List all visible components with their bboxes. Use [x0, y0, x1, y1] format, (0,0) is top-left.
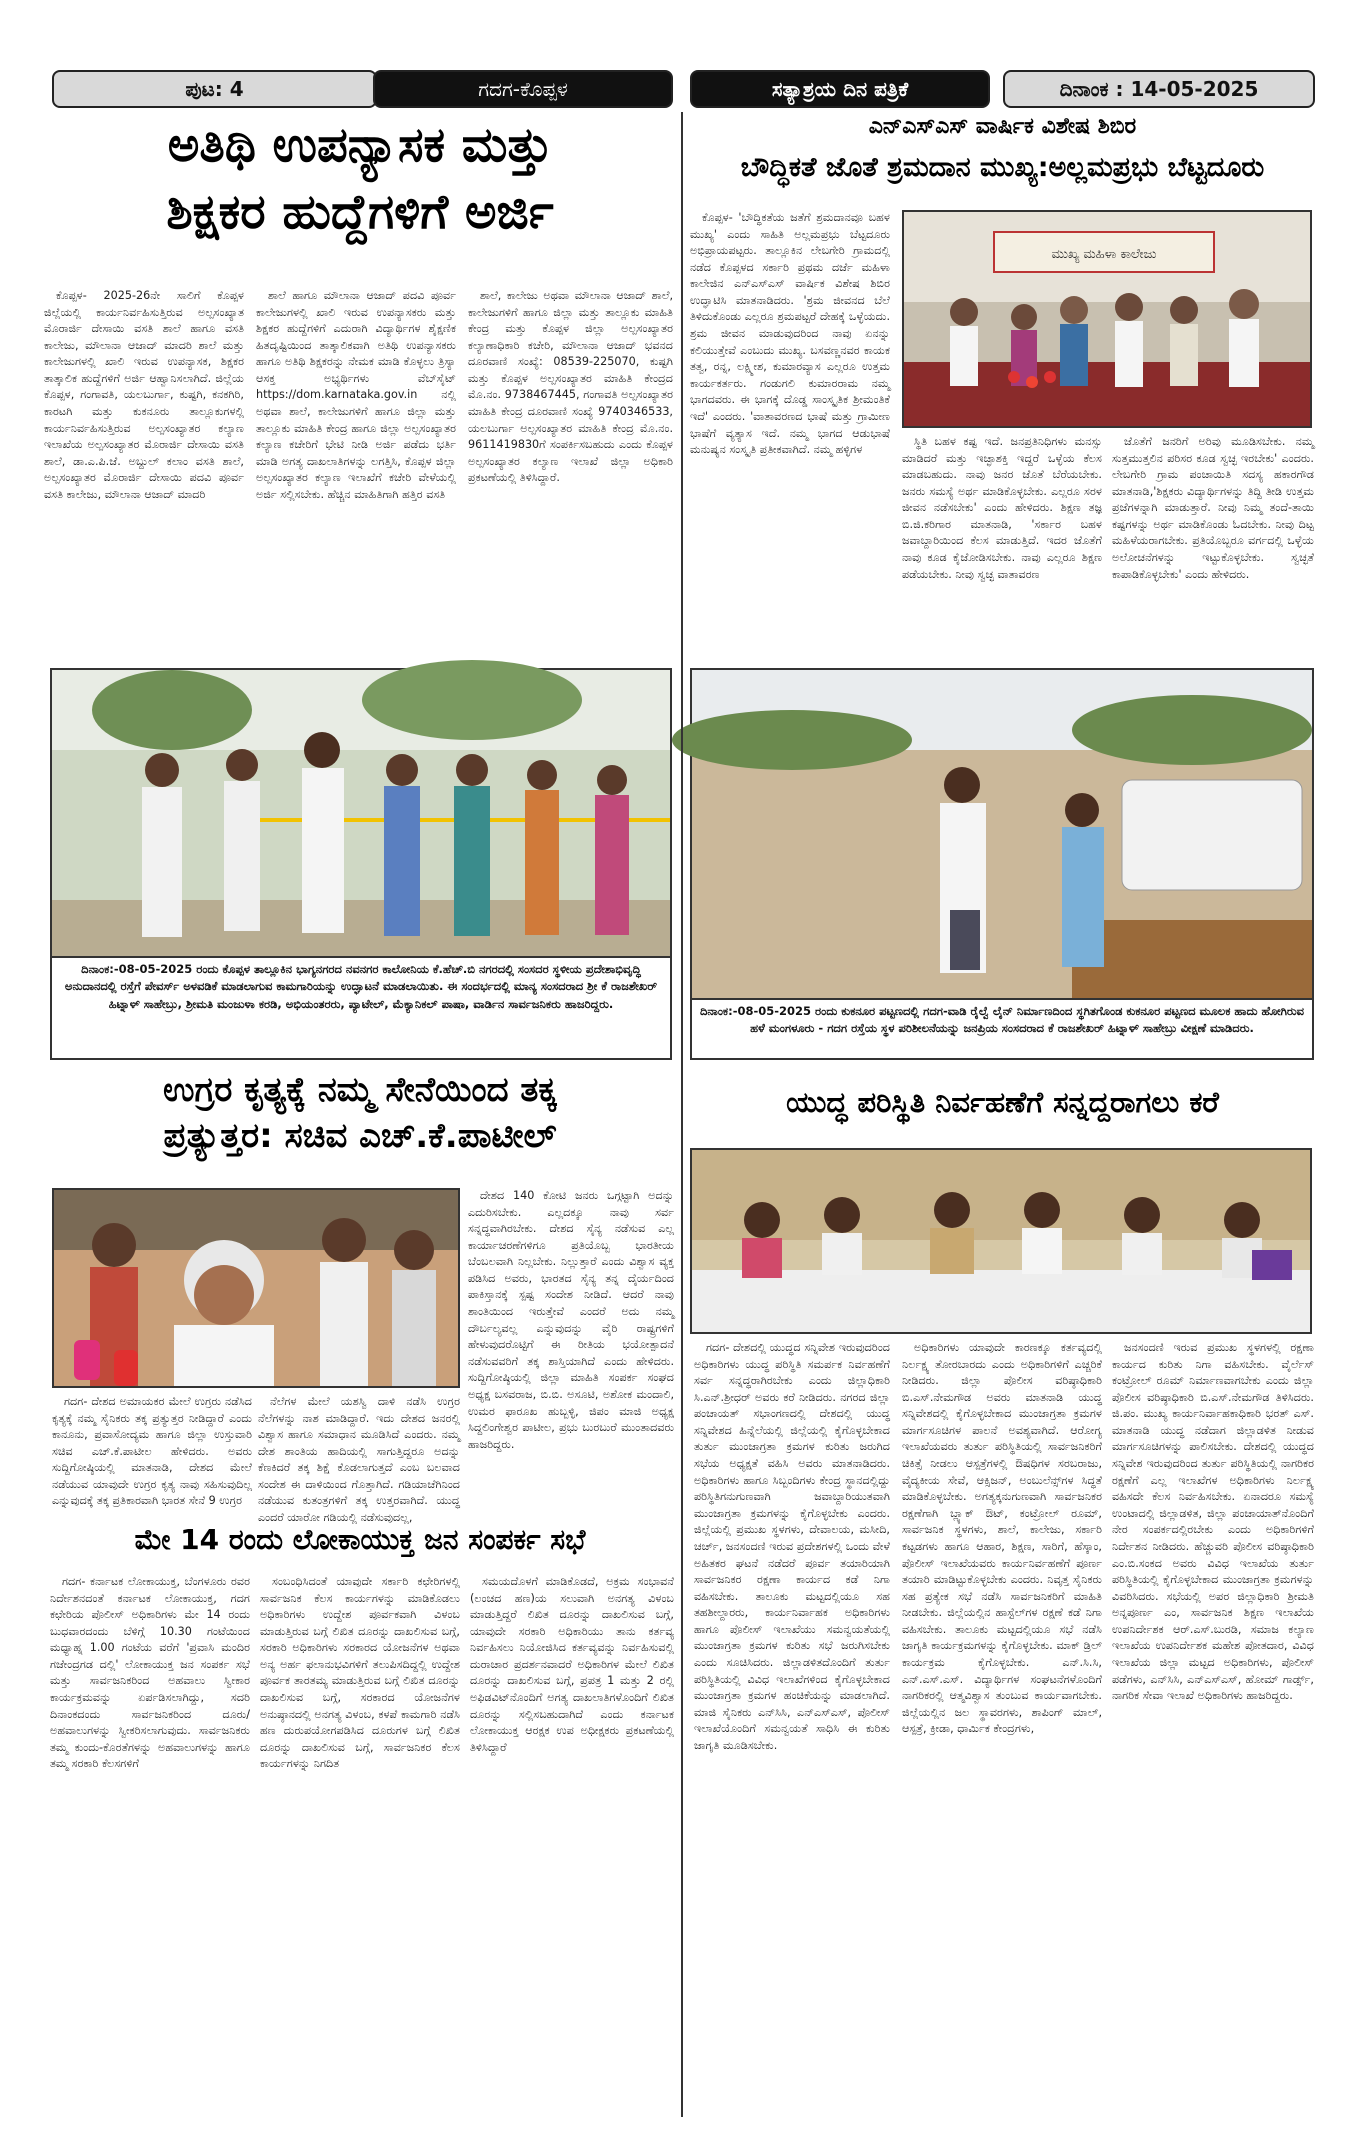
minister-press-image [54, 1190, 458, 1386]
nss-camp-image [904, 212, 1310, 426]
war-meeting-image [692, 1150, 1310, 1332]
railway-site-image [692, 670, 1312, 998]
minister-press-photo [52, 1188, 460, 1388]
railway-site-photo [690, 668, 1314, 1000]
story2-kicker: ಎನ್‌ಎಸ್‌ಎಸ್ ವಾರ್ಷಿಕ ವಿಶೇಷ ಶಿಬಿರ [868, 114, 1137, 139]
nss-banner-text: ಮುಖ್ಯ ಮಹಿಳಾ ಕಾಲೇಜು [1051, 247, 1157, 262]
story4-col2: ಸಂಬಂಧಿಸಿದಂತೆ ಯಾವುದೇ ಸರ್ಕಾರಿ ಕಛೇರಿಗಳಲ್ಲಿ ಸಾರ್ವಜನಿಕ ಕೆಲಸ ಕಾರ್ಯಗಳನ್ನು ಮಾಡಿಕೊಡಲು ಅಧಿಕಾರಿಗಳು ಉದ್ದೇಶ ಪೂರ್ವಕವಾಗಿ ವಿಳಂಬ ಮಾಡುತ್ತಿರುವ ಬಗ್ಗೆ ಲಿಖಿತ ದೂರನ್ನು ದಾಖಲಿಸುವ ಬಗ್ಗೆ, ಸರಕಾರಿ ಅಧಿಕಾರಿಗಳು ಸರಕಾರದ ಯೋಜನೆಗಳ ಅಥವಾ ಅನ್ಯ ಅರ್ಹ ಫಲಾನುಭವಿಗಳಿಗೆ ತಲುಪಿಸದಿದ್ದಲ್ಲಿ ಉದ್ದೇಶ ಪೂರ್ವಕ ತಾರತಮ್ಯ ಮಾಡುತ್ತಿರುವ ಬಗ್ಗೆ ಲಿಖಿತ ದೂರನ್ನು ದಾಖಲಿಸುವ ಬಗ್ಗೆ, ಸರಕಾರದ ಯೋಜನೆಗಳ ಅನುಷ್ಠಾನದಲ್ಲಿ ಅನಗತ್ಯ ವಿಳಂಬ, ಕಳಪೆ ಕಾಮಗಾರಿ ನಡೆಸಿ ಹಣ ದುರುಪಯೋಗಪಡಿಸಿದ ದೂರುಗಳ ಬಗ್ಗೆ ಲಿಖಿತ ದೂರನ್ನು ದಾಖಲಿಸುವ ಬಗ್ಗೆ, ಸಾರ್ವಜನಿಕರ ಕೆಲಸ ಕಾರ್ಯಗಳನ್ನು ನಿಗದಿತ [260, 1575, 460, 1771]
story4-headline: ಮೇ 14 ರಂದು ಲೋಕಾಯುಕ್ತ ಜನ ಸಂಪರ್ಕ ಸಭೆ [134, 1523, 586, 1556]
story5-col3: ಜನಸಂದಣಿ ಇರುವ ಪ್ರಮುಖ ಸ್ಥಳಗಳಲ್ಲಿ ರಕ್ಷಣಾ ಕಾರ್ಯದ ಕುರಿತು ನಿಗಾ ವಹಿಸಬೇಕು. ವೈರ್ಲೆಸ್ ಕಂಟ್ರೋಲ್ ರೂಮ್ ನಿರ್ಮಾಣವಾಗಬೇಕು ಎಂದು ಜಿಲ್ಲಾ ಪೊಲೀಸ ವರಿಷ್ಠಾಧಿಕಾರಿ ಬಿ.ಎಸ್.ನೇಮಗೌಡ ತಿಳಿಸಿದರು. ಜಿ.ಪಂ. ಮುಖ್ಯ ಕಾರ್ಯನಿರ್ವಾಹಕಾಧಿಕಾರಿ ಭರತ್ ಎಸ್. ಮಾತನಾಡಿ ಯುದ್ಧ ನಡೆದಾಗ ಜಿಲ್ಲಾಡಳಿತ ನೀಡುವ ಮಾರ್ಗಸೂಚಿಗಳನ್ನು ಪಾಲಿಸಬೇಕು. ದೇಶದಲ್ಲಿ ಯುದ್ಧದ ಸನ್ನಿವೇಶ ಇರುವುದರಿಂದ ತುರ್ತು ಪರಿಸ್ಥಿತಿಯಲ್ಲಿ ನಾಗರಿಕರ ರಕ್ಷಣೆಗೆ ಎಲ್ಲ ಇಲಾಖೆಗಳ ಅಧಿಕಾರಿಗಳು ನಿರ್ಲಕ್ಷ್ಯ ವಹಿಸದೇ ಕೆಲಸ ನಿರ್ವಹಿಸಬೇಕು. ಏನಾದರೂ ಸಮಸ್ಯೆ ಉಂಟಾದಲ್ಲಿ ಜಿಲ್ಲಾಡಳಿತ, ಜಿಲ್ಲಾ ಪಂಚಾಯಾತ್‌ನೊಂದಿಗೆ ನೇರ ಸಂಪರ್ಕದಲ್ಲಿರಬೇಕು ಎಂದು ಅಧಿಕಾರಿಗಳಿಗೆ ನಿರ್ದೇಶನ ನೀಡಿದರು. ಹೆಚ್ಚುವರಿ ಪೊಲೀಸ ವರಿಷ್ಠಾಧಿಕಾರಿ ಎಂ.ಬಿ.ಸಂಕದ ಅವರು ವಿವಿಧ ಇಲಾಖೆಯ ತುರ್ತು ಪರಿಸ್ಥಿತಿಯಲ್ಲಿ ಕೈಗೊಳ್ಳಬೇಕಾದ ಮುಂಜಾಗ್ರತಾ ಕ್ರಮಗಳನ್ನು ವಿವರಿಸಿದರು. ಸಭೆಯಲ್ಲಿ ಅಪರ ಜಿಲ್ಲಾಧಿಕಾರಿ ಶ್ರೀಮತಿ ಅನ್ನಪೂರ್ಣ ಎಂ, ಸಾರ್ವಜನಿಕ ಶಿಕ್ಷಣ ಇಲಾಖೆಯ ಉಪನಿರ್ದೇಶಕ ಆರ್.ಎಸ್.ಬುರಡಿ, ಸಮಾಜ ಕಲ್ಯಾಣ ಇಲಾಖೆಯ ಉಪನಿರ್ದೇಶಕ ಮಹೇಶ ಪೋತದಾರ, ವಿವಿಧ ಇಲಾಖೆಯ ಜಿಲ್ಲಾ ಮಟ್ಟದ ಅಧಿಕಾರಿಗಳು, ಪೊಲೀಸ್ ಪಡೆಗಳು, ಎನ್‌ಸಿಸಿ, ಎನ್‌ಎಸ್‌ಎಸ್, ಹೋಮ್ ಗಾರ್ಡ್ಸ್, ನಾಗರಿಕ ಸೇವಾ ಇಲಾಖೆ ಅಧಿಕಾರಿಗಳು ಹಾಜರಿದ್ದರು. [1112, 1341, 1314, 1703]
page-number: ಪುಟ: 4 [185, 77, 244, 101]
story5-col2: ಅಧಿಕಾರಿಗಳು ಯಾವುದೇ ಕಾರಣಕ್ಕೂ ಕರ್ತವ್ಯದಲ್ಲಿ ನಿರ್ಲಕ್ಷ್ಯ ತೋರಬಾರದು ಎಂದು ಅಧಿಕಾರಿಗಳಿಗೆ ಎಚ್ಚರಿಕೆ ನೀಡಿದರು. ಜಿಲ್ಲಾ ಪೊಲೀಸ ವರಿಷ್ಠಾಧಿಕಾರಿ ಬಿ.ಎಸ್.ನೇಮಗೌಡ ಅವರು ಮಾತನಾಡಿ ಯುದ್ಧ ಸನ್ನಿವೇಶದಲ್ಲಿ ಕೈಗೊಳ್ಳಬೇಕಾದ ಮುಂಜಾಗ್ರತಾ ಕ್ರಮಗಳ ಮಾರ್ಗಸೂಚಿಗಳ ಪಾಲನೆ ಅವಶ್ಯವಾಗಿದೆ. ಆರೋಗ್ಯ ಇಲಾಖೆಯವರು ತುರ್ತು ಪರಿಸ್ಥಿತಿಯಲ್ಲಿ ಸಾರ್ವಜನಿಕರಿಗೆ ಚಿಕಿತ್ಸೆ ನೀಡಲು ಆಸ್ಪತ್ರೆಗಳಲ್ಲಿ ಔಷಧಿಗಳ ಸರಬರಾಜು, ವೈದ್ಯಕೀಯ ಸೇವೆ, ಆಕ್ಸಿಜನ್, ಅಂಬುಲೆನ್ಸ್‌ಗಳ ಸಿದ್ಧತೆ ಮಾಡಿಕೊಳ್ಳಬೇಕು. ಅಗತ್ಯಕ್ಕನುಗುಣವಾಗಿ ಸಾರ್ವಜನಿಕರ ರಕ್ಷಣೆಗಾಗಿ ಬ್ಲ್ಯಾಕ್ ಔಟ್, ಕಂಟ್ರೋಲ್ ರೂಮ್, ಸಾರ್ವಜನಿಕ ಸ್ಥಳಗಳು, ಶಾಲೆ, ಕಾಲೇಜು, ಸರ್ಕಾರಿ ಕಟ್ಟಡಗಳು ಹಾಗೂ ಆಹಾರ, ಶಿಕ್ಷಣ, ಸಾರಿಗೆ, ಹೆಸ್ಕಾಂ, ಪೊಲೀಸ್ ಇಲಾಖೆಯವರು ಕಾರ್ಯನಿರ್ವಹಣೆಗೆ ಪೂರ್ಣ ತಯಾರಿ ಮಾಡಿಟ್ಟುಕೊಳ್ಳಬೇಕು ಎಂದರು. ನಿವೃತ್ತ ಸೈನಿಕರು ಸಹ ಪ್ರತ್ಯೇಕ ಸಭೆ ನಡೆಸಿ ಸಾರ್ವಜನಿಕರಿಗೆ ಮಾಹಿತಿ ನೀಡಬೇಕು. ಜಿಲ್ಲೆಯಲ್ಲಿನ ಹಾಸ್ಟೆಲ್‌ಗಳ ರಕ್ಷಣೆ ಕಡೆ ನಿಗಾ ವಹಿಸಬೇಕು. ತಾಲೂಕು ಮಟ್ಟದಲ್ಲಿಯೂ ಸಭೆ ನಡೆಸಿ ಜಾಗೃತಿ ಕಾರ್ಯಕ್ರಮಗಳನ್ನು ಕೈಗೊಳ್ಳಬೇಕು. ಮಾಕ್ ಡ್ರಿಲ್ ಕಾರ್ಯಕ್ರಮ ಕೈಗೊಳ್ಳಬೇಕು. ಎನ್.ಸಿ.ಸಿ, ಎನ್.ಎಸ್.ಎಸ್. ವಿದ್ಯಾರ್ಥಿಗಳ ಸಂಘಟನೆಗಳೊಂದಿಗೆ ನಾಗರಿಕರಲ್ಲಿ ಆತ್ಮವಿಶ್ವಾಸ ತುಂಬುವ ಕಾರ್ಯವಾಗಬೇಕು. ಜಿಲ್ಲೆಯಲ್ಲಿನ ಜಲ ಸ್ಥಾವರಗಳು, ಶಾಪಿಂಗ್ ಮಾಲ್, ಆಸ್ಪತ್ರೆ, ಕ್ರೀಡಾ, ಧಾರ್ಮಿಕ ಕೇಂದ್ರಗಳು, [902, 1341, 1102, 1736]
nss-camp-photo [902, 210, 1312, 428]
story1-col1: ಕೊಪ್ಪಳ- 2025-26ನೇ ಸಾಲಿಗೆ ಕೊಪ್ಪಳ ಜಿಲ್ಲೆಯಲ್ಲಿ ಕಾರ್ಯನಿರ್ವಹಿಸುತ್ತಿರುವ ಅಲ್ಪಸಂಖ್ಯಾತ ಮೊರಾರ್ಜಿ ದೇಸಾಯಿ ವಸತಿ ಶಾಲೆ ಹಾಗೂ ವಸತಿ ಕಾಲೇಜು, ಮೌಲಾನಾ ಆಜಾದ್ ಮಾದರಿ ಶಾಲೆ ಮತ್ತು ಕಾಲೇಜುಗಳಲ್ಲಿ ಖಾಲಿ ಇರುವ ಉಪನ್ಯಾಸಕ, ಶಿಕ್ಷಕರ ತಾತ್ಕಾಲಿಕ ಹುದ್ದೆಗಳಿಗೆ ಅರ್ಜಿ ಆಹ್ವಾನಿಸಲಾಗಿದೆ. ಜಿಲ್ಲೆಯ ಕೊಪ್ಪಳ, ಗಂಗಾವತಿ, ಯಲಬುರ್ಗಾ, ಕುಷ್ಟಗಿ, ಕನಕಗಿರಿ, ಕಾರಟಗಿ ಮತ್ತು ಕುಕನೂರು ತಾಲ್ಲೂಕುಗಳಲ್ಲಿ ಕಾರ್ಯನಿರ್ವಹಿಸುತ್ತಿರುವ ಅಲ್ಪಸಂಖ್ಯಾತರ ಕಲ್ಯಾಣ ಇಲಾಖೆಯ ಅಲ್ಪಸಂಖ್ಯಾತರ ಮೊರಾರ್ಜಿ ದೇಸಾಯಿ ವಸತಿ ಶಾಲೆ, ಡಾ.ಎ.ಪಿ.ಜೆ. ಅಬ್ದುಲ್ ಕಲಾಂ ವಸತಿ ಶಾಲೆ, ಅಲ್ಪಸಂಖ್ಯಾತರ ಮೊರಾರ್ಜಿ ದೇಸಾಯಿ ಪದವಿ ಪೂರ್ವ ವಸತಿ ಕಾಲೇಜು, ಮೌಲಾನಾ ಆಜಾದ್ ಮಾದರಿ [44, 289, 244, 501]
story3-headline-line2: ಪ್ರತ್ಯುತ್ತರ: ಸಚಿವ ಎಚ್.ಕೆ.ಪಾಟೀಲ್ [163, 1115, 557, 1156]
story1-headline-line2: ಶಿಕ್ಷಕರ ಹುದ್ದೆಗಳಿಗೆ ಅರ್ಜಿ [166, 184, 554, 241]
paper-name-box [690, 70, 990, 108]
story3-headline [40, 1068, 680, 1160]
story1-col2: ಶಾಲೆ ಹಾಗೂ ಮೌಲಾನಾ ಆಜಾದ್ ಪದವಿ ಪೂರ್ವ ಕಾಲೇಜುಗಳಲ್ಲಿ ಖಾಲಿ ಇರುವ ಉಪನ್ಯಾಸಕರು ಮತ್ತು ಶಿಕ್ಷಕರ ಹುದ್ದೆಗಳಿಗೆ ಎದುರಾಗಿ ವಿದ್ಯಾರ್ಥಿಗಳ ಶೈಕ್ಷಣಿಕ ಹಿತದೃಷ್ಟಿಯಿಂದ ತಾತ್ಕಾಲಿಕವಾಗಿ ಅತಿಥಿ ಉಪನ್ಯಾಸಕರು ಹಾಗೂ ಅತಿಥಿ ಶಿಕ್ಷಕರನ್ನು ನೇಮಕ ಮಾಡಿ ಕೊಳ್ಳಲು ತ್ರಿಸ್ಯಾ ಆಸಕ್ತ ಅಭ್ಯರ್ಥಿಗಳು ವೆಬ್‌ಸೈಟ್ https://dom.karnataka.gov.in ನಲ್ಲಿ ಅಥವಾ ಶಾಲೆ, ಕಾಲೇಜುಗಳಿಗೆ ಹಾಗೂ ಜಿಲ್ಲಾ ಮತ್ತು ತಾಲ್ಲೂಕು ಮಾಹಿತಿ ಕೇಂದ್ರ ಹಾಗೂ ಜಿಲ್ಲಾ ಅಲ್ಪಸಂಖ್ಯಾತರ ಕಲ್ಯಾಣ ಕಚೇರಿಗೆ ಭೇಟಿ ನೀಡಿ ಅರ್ಜಿ ಪಡೆದು ಭರ್ತಿ ಮಾಡಿ ಅಗತ್ಯ ದಾಖಲಾತಿಗಳನ್ನು ಲಗತ್ತಿಸಿ, ಕೊಪ್ಪಳ ಜಿಲ್ಲಾ ಅಲ್ಪಸಂಖ್ಯಾತರ ಕಲ್ಯಾಣ ಇಲಾಖೆಗೆ ಕಚೇರಿ ವೇಳೆಯಲ್ಲಿ ಅರ್ಜಿ ಸಲ್ಲಿಸಬೇಕು. ಹೆಚ್ಚಿನ ಮಾಹಿತಿಗಾಗಿ ಹತ್ತಿರ ವಸತಿ [256, 289, 456, 501]
story2-headline: ಬೌದ್ಧಿಕತೆ ಜೊತೆ ಶ್ರಮದಾನ ಮುಖ್ಯ:ಅಲ್ಲಮಪ್ರಭು ಬೆಟ್ಟದೂರು [740, 152, 1265, 183]
issue-date: ದಿನಾಂಕ : 14-05-2025 [1059, 77, 1259, 101]
story3-headline-line1: ಉಗ್ರರ ಕೃತ್ಯಕ್ಕೆ ನಮ್ಮ ಸೇನೆಯಿಂದ ತಕ್ಕ [163, 1070, 557, 1110]
district-box [373, 70, 673, 108]
page-number-box [52, 70, 377, 108]
story3-col2: ನೆಲೆಗಳ ಮೇಲೆ ಯಶಸ್ವಿ ದಾಳಿ ನಡೆಸಿ ಉಗ್ರರ ನೆಲೆಗಳನ್ನು ನಾಶ ಮಾಡಿದ್ದಾರೆ. ಇದು ದೇಶದ ಜನರಲ್ಲಿ ವಿಶ್ವಾಸ ಹಾಗೂ ಸಮಾಧಾನ ಮೂಡಿಸಿದೆ ಎಂದರು. ನಮ್ಮ ದೇಶ ಶಾಂತಿಯ ಹಾದಿಯಲ್ಲಿ ಸಾಗುತ್ತಿದ್ದರೂ ಅದನ್ನು ಕೆಣಕಿದರೆ ತಕ್ಕ ಶಿಕ್ಷೆ ಕೊಡಲಾಗುತ್ತದೆ ಎಂಬ ಬಲವಾದ ಸಂದೇಶ ಈ ದಾಳಿಯಿಂದ ಗೊತ್ತಾಗಿದೆ. ಗಡಿಯಾಚೆಗಿನಿಂದ ನಡೆಯುವ ಕುತಂತ್ರಗಳಿಗೆ ತಕ್ಕ ಉತ್ತರವಾಗಿದೆ. ಯುದ್ಧ ಎಂದರೆ ಯಾರೋ ಗಡಿಯಲ್ಲಿ ನಡೆಸುವುದಲ್ಲ, [258, 1395, 460, 1525]
district-name: ಗದಗ-ಕೊಪ್ಪಳ [478, 77, 568, 101]
story4-col1: ಗದಗ- ಕರ್ನಾಟಕ ಲೋಕಾಯುಕ್ತ, ಬೆಂಗಳೂರು ರವರ ನಿರ್ದೇಶನದಂತೆ ಕರ್ನಾಟಕ ಲೋಕಾಯುಕ್ತ, ಗದಗ ಕಛೇರಿಯ ಪೊಲೀಸ್ ಅಧಿಕಾರಿಗಳು ಮೇ 14 ರಂದು ಬುಧವಾರದಂದು ಬೆಳಿಗ್ಗೆ 10.30 ಗಂಟೆಯಿಂದ ಮಧ್ಯಾಹ್ನ 1.00 ಗಂಟೆಯ ವರೆಗೆ 'ಪ್ರವಾಸಿ ಮಂದಿರ ಗಜೇಂದ್ರಗಡ ದಲ್ಲಿ' ಲೋಕಾಯುಕ್ತ ಜನ ಸಂಪರ್ಕ ಸಭೆ ಮತ್ತು ಸಾರ್ವಜನಿಕರಿಂದ ಅಹವಾಲು ಸ್ವೀಕಾರ ಕಾರ್ಯಕ್ರಮವನ್ನು ಏರ್ಪಡಿಸಲಾಗಿದ್ದು, ಸದರಿ ದಿನಾಂಕದಂದು ಸಾರ್ವಜನಿಕರಿಂದ ದೂರು/ಅಹವಾಲುಗಳನ್ನು ಸ್ವೀಕರಿಸಲಾಗುವುದು. ಸಾರ್ವಜನಿಕರು ತಮ್ಮ ಕುಂದು-ಕೊರತೆಗಳನ್ನು ಅಹವಾಲುಗಳನ್ನು ಹಾಗೂ ತಮ್ಮ ಸರಕಾರಿ ಕೆಲಸಗಳಿಗೆ [50, 1575, 250, 1771]
story4-col3: ಸಮಯದೊಳಗೆ ಮಾಡಿಕೊಡದೆ, ಅಕ್ರಮ ಸಂಭಾವನೆ (ಲಂಚದ ಹಣ)ಯ ಸಲುವಾಗಿ ಅನಗತ್ಯ ವಿಳಂಬ ಮಾಡುತ್ತಿದ್ದರೆ ಲಿಖಿತ ದೂರನ್ನು ದಾಖಲಿಸುವ ಬಗ್ಗೆ, ಯಾವುದೇ ಸರಕಾರಿ ಅಧಿಕಾರಿಯು ತಾನು ಕರ್ತವ್ಯ ನಿರ್ವಹಿಸಲು ನಿಯೋಜಿಸಿದ ಕರ್ತವ್ಯವನ್ನು ನಿರ್ವಹಿಸುವಲ್ಲಿ ದುರಾಚಾರ ಪ್ರದರ್ಶನವಾದರೆ ಅಧಿಕಾರಿಗಳ ಮೇಲೆ ಲಿಖಿತ ದೂರನ್ನು ದಾಖಲಿಸುವ ಬಗ್ಗೆ, ಪ್ರಪತ್ರ 1 ಮತ್ತು 2 ರಲ್ಲಿ ಅಫಿಡವಿಟ್‌ನೊಂದಿಗೆ ಅಗತ್ಯ ದಾಖಲಾತಿಗಳೊಂದಿಗೆ ಲಿಖಿತ ದೂರನ್ನು ಸಲ್ಲಿಸಬಹುದಾಗಿದೆ ಎಂದು ಕರ್ನಾಟಕ ಲೋಕಾಯುಕ್ತ ಆರಕ್ಷಕ ಉಪ ಅಧೀಕ್ಷಕರು ಪ್ರಕಟಣೆಯಲ್ಲಿ ತಿಳಿಸಿದ್ದಾರೆ [470, 1575, 674, 1754]
story2-col3: ಜೊತೆಗೆ ಜನರಿಗೆ ಅರಿವು ಮೂಡಿಸಬೇಕು. ನಮ್ಮ ಸುತ್ತಮುತ್ತಲಿನ ಪರಿಸರ ಕೂಡ ಸ್ವಚ್ಛ ಇರಬೇಕು' ಎಂದರು. ಲೇಬಗೇರಿ ಗ್ರಾಮ ಪಂಚಾಯಿತಿ ಸದಸ್ಯ ಹಕಾರಗೌಡ ಮಾತನಾಡಿ,'ಶಿಕ್ಷಕರು ವಿದ್ಯಾರ್ಥಿಗಳನ್ನು ತಿದ್ದಿ ತೀಡಿ ಉತ್ತಮ ಪ್ರಜೆಗಳನ್ನಾಗಿ ಮಾಡುತ್ತಾರೆ. ನೀವು ನಿಮ್ಮ ತಂದೆ-ತಾಯಿ ಕಷ್ಟಗಳನ್ನು ಅರ್ಥ ಮಾಡಿಕೊಂಡು ಓದಬೇಕು. ನೀವು ದಿಟ್ಟ ಮಹಿಳೆಯರಾಗಬೇಕು. ಪ್ರತಿಯೊಬ್ಬರೂ ವರ್ಗದಲ್ಲಿ ಒಳ್ಳೆಯ ಅಲೋಚನೆಗಳನ್ನು ಇಟ್ಟುಕೊಳ್ಳಬೇಕು. ಸ್ವಚ್ಛತೆ ಕಾಪಾಡಿಕೊಳ್ಳಬೇಕು' ಎಂದು ಹೇಳಿದರು. [1112, 435, 1314, 581]
story3-col3: ದೇಶದ 140 ಕೋಟಿ ಜನರು ಒಗ್ಗಟ್ಟಾಗಿ ಅದನ್ನು ಎದುರಿಸಬೇಕು. ಎಲ್ಲದಕ್ಕೂ ನಾವು ಸರ್ವ ಸನ್ನದ್ಧವಾಗಿರಬೇಕು. ದೇಶದ ಸೈನ್ಯ ನಡೆಸುವ ಎಲ್ಲ ಕಾರ್ಯಾಚರಣೆಗಳಿಗೂ ಪ್ರತಿಯೊಬ್ಬ ಭಾರತೀಯ ಬೆಂಬಲವಾಗಿ ನಿಲ್ಲಬೇಕು. ನಿಲ್ಲುತ್ತಾರೆ ಎಂದು ವಿಶ್ವಾಸ ವ್ಯಕ್ತ ಪಡಿಸಿದ ಅವರು, ಭಾರತದ ಸೈನ್ಯ ತನ್ನ ದೈರ್ಯದಿಂದ ಪಾಕಿಸ್ತಾನಕ್ಕೆ ಸ್ಪಷ್ಟ ಸಂದೇಶ ನೀಡಿದೆ. ಆದರೆ ನಾವು ಶಾಂತಿಯಿಂದ ಇರುತ್ತೇವೆ ಎಂದರೆ ಅದು ನಮ್ಮ ದೌರ್ಬಲ್ಯವಲ್ಲ ಎನ್ನುವುದನ್ನು ವೈರಿ ರಾಷ್ಟ್ರಗಳಿಗೆ ಹೇಳುವುದರೊಟ್ಟಿಗೆ ಈ ರೀತಿಯ ಭಯೋತ್ಪಾದನೆ ನಡೆಸುವವರಿಗೆ ತಕ್ಕ ಶಾಸ್ತಿಯಾಗಿದೆ ಎಂದು ಹೇಳಿದರು. ಸುದ್ದಿಗೋಷ್ಠಿಯಲ್ಲಿ ಜಿಲ್ಲಾ ಮಾಹಿತಿ ಸಂಪರ್ಕ ಸಂಘದ ಅಧ್ಯಕ್ಷ ಬಸವರಾಜ, ಬಿ.ಬಿ. ಅಸೂಟಿ, ಅಶೋಕ ಮಂದಾಲಿ, ಉಮರ ಫಾರೂಖ ಹುಬ್ಬಳ್ಳಿ, ಜಿಪಂ ಮಾಜಿ ಅಧ್ಯಕ್ಷ ಸಿದ್ದಲಿಂಗೇಶ್ವರ ಪಾಟೀಲ, ಪ್ರಭು ಬುರಬುರೆ ಮುಂತಾದವರು ಹಾಜರಿದ್ದರು. [468, 1189, 674, 1451]
war-meeting-photo [690, 1148, 1312, 1334]
story2-col2: ಸ್ಥಿತಿ ಬಹಳ ಕಷ್ಟ ಇದೆ. ಜನಪ್ರತಿನಿಧಿಗಳು ಮನಸ್ಸು ಮಾಡಿದರೆ ಮತ್ತು ಇಚ್ಛಾಶಕ್ತಿ ಇದ್ದರೆ ಒಳ್ಳೆಯ ಕೆಲಸ ಮಾಡಬಹುದು. ನಾವು ಜನರ ಜೊತೆ ಬೆರೆಯಬೇಕು. ಜನರು ಸಮಸ್ಯೆ ಅರ್ಥ ಮಾಡಿಕೊಳ್ಳಬೇಕು. ಎಲ್ಲರೂ ಸರಳ ಜೀವನ ನಡೆಸಬೇಕು' ಎಂದು ಹೇಳಿದರು. ಶಿಕ್ಷಣ ತಜ್ಞ ಬಿ.ಜಿ.ಕರಿಗಾರ ಮಾತನಾಡಿ, 'ಸರ್ಕಾರ ಬಹಳ ಜವಾಬ್ದಾರಿಯಿಂದ ಕೆಲಸ ಮಾಡುತ್ತಿದೆ. ಇದರ ಜೊತೆಗೆ ನಾವು ಕೂಡ ಕೈಜೋಡಿಸಬೇಕು. ನಾವು ಎಲ್ಲರೂ ಶಿಕ್ಷಣ ಪಡೆಯಬೇಕು. ನೀವು ಸ್ವಚ್ಛ ವಾತಾವರಣ [902, 435, 1102, 581]
story1-headline [40, 118, 680, 240]
story2-col1: ಕೊಪ್ಪಳ- 'ಬೌದ್ಧಿಕತೆಯ ಜತೆಗೆ ಶ್ರಮದಾನವೂ ಬಹಳ ಮುಖ್ಯ' ಎಂದು ಸಾಹಿತಿ ಅಲ್ಲಮಪ್ರಭು ಬೆಟ್ಟದೂರು ಅಭಿಪ್ರಾಯಪಟ್ಟರು. ತಾಲ್ಲೂಕಿನ ಲೇಬಗೇರಿ ಗ್ರಾಮದಲ್ಲಿ ನಡೆದ ಕೊಪ್ಪಳದ ಸರ್ಕಾರಿ ಪ್ರಥಮ ದರ್ಜೆ ಮಹಿಳಾ ಕಾಲೇಜಿನ ಎನ್‌ಎಸ್‌ಎಸ್ ವಾರ್ಷಿಕ ವಿಶೇಷ ಶಿಬಿರ ಉದ್ಘಾಟಿಸಿ ಮಾತನಾಡಿದರು. 'ಶ್ರಮ ಜೀವನದ ಬೆಲೆ ತಿಳಿದುಕೊಂಡು ಎಲ್ಲರೂ ಶ್ರಮಪಟ್ಟರೆ ದೇಹಕ್ಕೆ ಒಳ್ಳೆಯದು. ಶ್ರಮ ಜೀವನ ಮಾಡುವುದರಿಂದ ನಾವು ಏನನ್ನು ಕಲಿಯುತ್ತೇವೆ ಎಂಬುದು ಮುಖ್ಯ. ಬಸವಣ್ಣನವರ ಕಾಯಕ ತತ್ವ, ರನ್ನ, ಲಕ್ಷ್ಮೀಶ, ಕುಮಾರವ್ಯಾಸ ಎಲ್ಲರೂ ಉತ್ತಮ ಕಾರ್ಯಕರ್ತರು. ಗಂಡುಗಲಿ ಕುಮಾರರಾಮ ನಮ್ಮ ಭಾಗದವರು. ಈ ಭಾಗಕ್ಕೆ ದೊಡ್ಡ ಸಾಂಸ್ಕೃತಿಕ ಶ್ರೀಮಂತಿಕೆ ಇದೆ' ಎಂದರು. 'ವಾತಾವರಣದ ಭಾಷೆ ಮತ್ತು ಗ್ರಾಮೀಣ ಭಾಷೆಗೆ ವ್ಯತ್ಯಾಸ ಇದೆ. ನಮ್ಮ ಭಾಗದ ಆಡುಭಾಷೆ ಮನುಷ್ಯನ ಸಂಸ್ಕೃತಿ ಪ್ರತೀಕವಾಗಿದೆ. ನಮ್ಮ ಹಳ್ಳಿಗಳ [690, 211, 890, 457]
paper-name: ಸತ್ಯಾಶ್ರಯ ದಿನ ಪತ್ರಿಕೆ [771, 77, 909, 101]
ribbon-cutting-image [52, 670, 670, 956]
date-box [1003, 70, 1315, 108]
story1-headline-line1: ಅತಿಥಿ ಉಪನ್ಯಾಸಕ ಮತ್ತು [167, 117, 553, 173]
railway-site-caption: ದಿನಾಂಕ:-08-05-2025 ರಂದು ಕುಕನೂರ ಪಟ್ಟಣದಲ್ಲಿ ಗದಗ-ವಾಡಿ ರೈಲ್ವೆ ಲೈನ್ ನಿರ್ಮಾಣದಿಂದ ಸ್ಥಗಿತಗೊಂಡ ಕುಕನೂರ ಪಟ್ಟಣದ ಮೂಲಕ ಹಾದು ಹೋಗಿರುವ ಹಳೆ ಮಂಗಳೂರು - ಗದಗ ರಸ್ತೆಯ ಸ್ಥಳ ಪರಿಶೀಲನೆಯನ್ನು ಜನಪ್ರಿಯ ಸಂಸದರಾದ ಕೆ ರಾಜಶೇಖರ್ ಹಿಟ್ನಾಳ್ ಸಾಹೇಬ್ರು ವೀಕ್ಷಣೆ ಮಾಡಿದರು. [690, 1000, 1314, 1060]
story5-col1: ಗದಗ- ದೇಶದಲ್ಲಿ ಯುದ್ಧದ ಸನ್ನಿವೇಶ ಇರುವುದರಿಂದ ಅಧಿಕಾರಿಗಳು ಯುದ್ಧ ಪರಿಸ್ಥಿತಿ ಸಮರ್ಪಕ ನಿರ್ವಹಣೆಗೆ ಸರ್ವ ಸನ್ನದ್ಧರಾಗಿರಬೇಕು ಎಂದು ಜಿಲ್ಲಾಧಿಕಾರಿ ಸಿ.ಎನ್.ಶ್ರೀಧರ್ ಅವರು ಕರೆ ನೀಡಿದರು. ನಗರದ ಜಿಲ್ಲಾ ಪಂಚಾಯತ್ ಸಭಾಂಗಣದಲ್ಲಿ ದೇಶದಲ್ಲಿ ಯುದ್ಧ ಸನ್ನಿವೇಶದ ಹಿನ್ನೆಲೆಯಲ್ಲಿ ಜಿಲ್ಲೆಯಲ್ಲಿ ಕೈಗೊಳ್ಳಬೇಕಾದ ತುರ್ತು ಮುಂಜಾಗ್ರತಾ ಕ್ರಮಗಳ ಕುರಿತು ಜರುಗಿದ ಸಭೆಯ ಅಧ್ಯಕ್ಷತೆ ವಹಿಸಿ ಅವರು ಮಾತನಾಡಿದರು. ಅಧಿಕಾರಿಗಳು ಹಾಗೂ ಸಿಬ್ಬಂದಿಗಳು ಕೇಂದ್ರ ಸ್ಥಾನದಲ್ಲಿದ್ದು ಪರಿಸ್ಥಿತಿಗನುಗುಣವಾಗಿ ಜವಾಬ್ದಾರಿಯುತವಾಗಿ ಮುಂಜಾಗ್ರತಾ ಕ್ರಮಗಳನ್ನು ಕೈಗೊಳ್ಳಬೇಕು ಎಂದರು. ಜಿಲ್ಲೆಯಲ್ಲಿ ಪ್ರಮುಖ ಸ್ಥಳಗಳು, ದೇವಾಲಯ, ಮಸೀದಿ, ಚರ್ಚ್, ಜನಸಂದಣಿ ಇರುವ ಪ್ರದೇಶಗಳಲ್ಲಿ ಒಂದು ವೇಳೆ ಅಹಿತಕರ ಘಟನೆ ನಡೆದರೆ ಪೂರ್ವ ತಯಾರಿಯಾಗಿ ಸಾರ್ವಜನಿಕರ ರಕ್ಷಣಾ ಕಾರ್ಯದ ಕಡೆ ನಿಗಾ ವಹಿಸಬೇಕು. ತಾಲೂಕು ಮಟ್ಟದಲ್ಲಿಯೂ ಸಹ ತಹಶೀಲ್ದಾರರು, ಕಾರ್ಯನಿರ್ವಾಹಕ ಅಧಿಕಾರಿಗಳು ಹಾಗೂ ಪೊಲೀಸ್ ಇಲಾಖೆಯು ಸಮನ್ವಯತೆಯಲ್ಲಿ ಮುಂಜಾಗ್ರತಾ ಕ್ರಮಗಳ ಕುರಿತು ಸಭೆ ಜರುಗಿಸಬೇಕು ಎಂದು ಸೂಚಿಸಿದರು. ಜಿಲ್ಲಾಡಳಿತದೊಂದಿಗೆ ತುರ್ತು ಪರಿಸ್ಥಿತಿಯಲ್ಲಿ ವಿವಿಧ ಇಲಾಖೆಗಳಿಂದ ಕೈಗೊಳ್ಳಬೇಕಾದ ಮುಂಜಾಗ್ರತಾ ಕ್ರಮಗಳ ಹಂಚಿಕೆಯನ್ನು ಮಾಡಲಾಗಿದೆ. ಮಾಜಿ ಸೈನಿಕರು ಎನ್‌ಸಿಸಿ, ಎನ್‌ಎಸ್‌ಎಸ್, ಪೊಲೀಸ್ ಇಲಾಖೆಯೊಂದಿಗೆ ಸಮನ್ವಯತೆ ಸಾಧಿಸಿ ಈ ಕುರಿತು ಜಾಗೃತಿ ಮೂಡಿಸಬೇಕು. [694, 1341, 890, 1752]
ribbon-cutting-caption: ದಿನಾಂಕ:-08-05-2025 ರಂದು ಕೊಪ್ಪಳ ತಾಲ್ಲೂಕಿನ ಭಾಗ್ಯನಗರದ ನವನಗರ ಕಾಲೋನಿಯ ಕೆ.ಹೆಚ್.ಬಿ ನಗರದಲ್ಲಿ ಸಂಸದರ ಸ್ಥಳೀಯ ಪ್ರದೇಶಾಭಿವೃದ್ಧಿ ಅನುದಾನದಲ್ಲಿ ರಸ್ತೆಗೆ ಪೇವರ್ಸ್ ಅಳವಡಿಕೆ ಮಾಡಲಾಗುವ ಕಾಮಗಾರಿಯನ್ನು ಉದ್ಘಾಟನೆ ಮಾಡಲಾಯಿತು. ಈ ಸಂದರ್ಭದಲ್ಲಿ ಮಾನ್ಯ ಸಂಸದರಾದ ಶ್ರೀ ಕೆ ರಾಜಶೇಖರ್ ಹಿಟ್ನಾಳ್ ಸಾಹೇಬ್ರು, ಶ್ರೀಮತಿ ಮಂಜುಳಾ ಕರಡಿ, ಅಭಿಯಂತರರು, ಪ್ಯಾಟೇಲ್, ಮೆಕ್ಯಾನಿಕಲ್ ಪಾಷಾ, ವಾರ್ಡಿನ ಸಾರ್ವಜನಿಕರು ಹಾಜರಿದ್ದರು. [50, 958, 672, 1060]
story1-col3: ಶಾಲೆ, ಕಾಲೇಜು ಅಥವಾ ಮೌಲಾನಾ ಆಜಾದ್ ಶಾಲೆ, ಕಾಲೇಜುಗಳಿಗೆ ಹಾಗೂ ಜಿಲ್ಲಾ ಮತ್ತು ತಾಲ್ಲೂಕು ಮಾಹಿತಿ ಕೇಂದ್ರ ಮತ್ತು ಕೊಪ್ಪಳ ಜಿಲ್ಲಾ ಅಲ್ಪಸಂಖ್ಯಾತರ ಕಲ್ಯಾಣಾಧಿಕಾರಿ ಕಚೇರಿ, ಮೌಲಾನಾ ಆಜಾದ್ ಭವನದ ದೂರವಾಣಿ ಸಂಖ್ಯೆ: 08539-225070, ಕುಷ್ಟಗಿ ಮತ್ತು ಕೊಪ್ಪಳ ಅಲ್ಪಸಂಖ್ಯಾತರ ಮಾಹಿತಿ ಕೇಂದ್ರದ ಮೊ.ನಂ. 9738467445, ಗಂಗಾವತಿ ಅಲ್ಪಸಂಖ್ಯಾತರ ಮಾಹಿತಿ ಕೇಂದ್ರ ದೂರವಾಣಿ ಸಂಖ್ಯೆ 9740346533, ಯಲಬುರ್ಗಾ ಅಲ್ಪಸಂಖ್ಯಾತರ ಮಾಹಿತಿ ಕೇಂದ್ರ ಮೊ.ನಂ. 9611419830ಗೆ ಸಂಪರ್ಕಿಸಬಹುದು ಎಂದು ಕೊಪ್ಪಳ ಅಲ್ಪಸಂಖ್ಯಾತರ ಕಲ್ಯಾಣ ಇಲಾಖೆ ಜಿಲ್ಲಾ ಅಧಿಕಾರಿ ಪ್ರಕಟಣೆಯಲ್ಲಿ ತಿಳಿಸಿದ್ದಾರೆ. [468, 289, 673, 485]
column-divider [681, 112, 683, 2117]
ribbon-cutting-photo [50, 668, 672, 958]
story5-headline: ಯುದ್ಧ ಪರಿಸ್ಥಿತಿ ನಿರ್ವಹಣೆಗೆ ಸನ್ನದ್ದರಾಗಲು ಕರೆ [786, 1085, 1219, 1119]
story3-col1: ಗದಗ- ದೇಶದ ಅಮಾಯಕರ ಮೇಲೆ ಉಗ್ರರು ನಡೆಸಿದ ಕೃತ್ಯಕ್ಕೆ ನಮ್ಮ ಸೈನಿಕರು ತಕ್ಕ ಪ್ರತ್ಯುತ್ತರ ನೀಡಿದ್ದಾರೆ ಎಂದು ಕಾನೂನು, ಪ್ರವಾಸೋದ್ಯಮ ಹಾಗೂ ಜಿಲ್ಲಾ ಉಸ್ತುವಾರಿ ಸಚಿವ ಎಚ್.ಕೆ.ಪಾಟೀಲ ಹೇಳಿದರು. ಅವರು ಸುದ್ದಿಗೋಷ್ಠಿಯಲ್ಲಿ ಮಾತನಾಡಿ, ದೇಶದ ಮೇಲೆ ನಡೆಯುವ ಯಾವುದೇ ಉಗ್ರರ ಕೃತ್ಯ ನಾವು ಸಹಿಸುವುದಿಲ್ಲ ಎನ್ನುವುದಕ್ಕೆ ತಕ್ಕ ಪ್ರತಿಕಾರವಾಗಿ ಭಾರತ ಸೇನೆ 9 ಉಗ್ರರ [52, 1395, 252, 1508]
